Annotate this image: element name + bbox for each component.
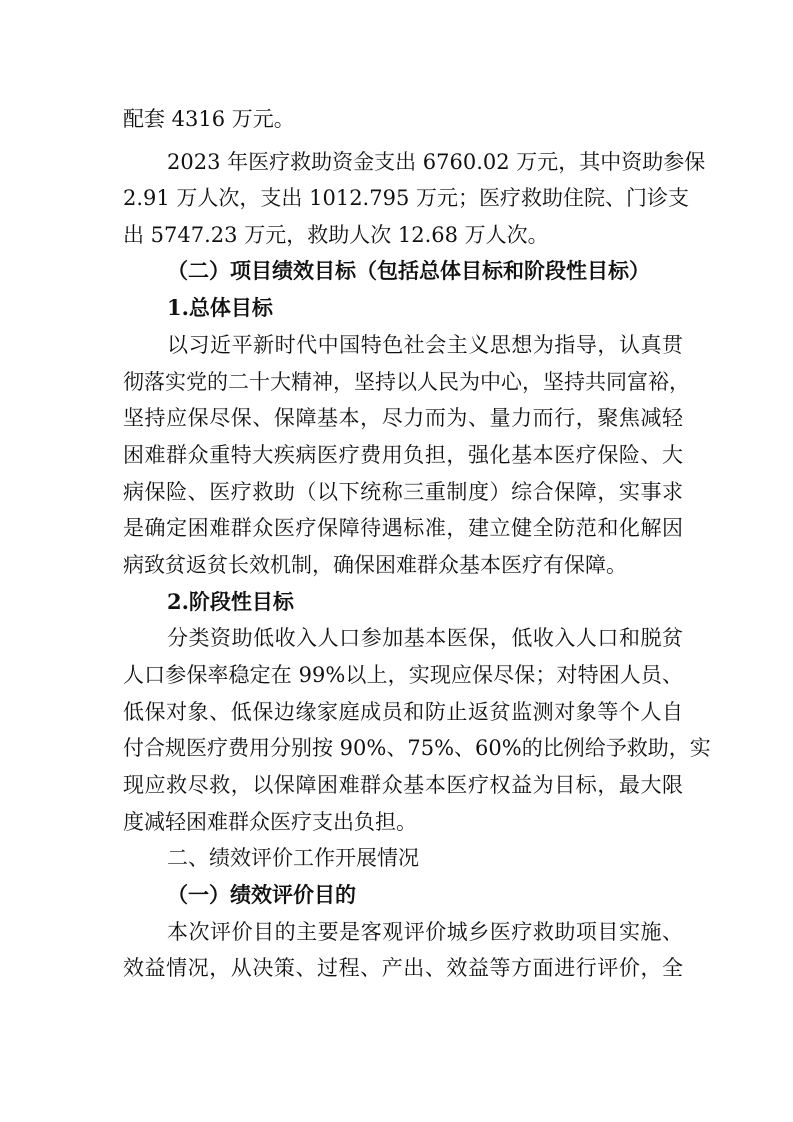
paragraph-line: 分类资助低收入人口参加基本医保，低收入人口和脱贫 xyxy=(167,626,683,650)
paragraph-line: 度减轻困难群众医疗支出负担。 xyxy=(123,810,417,834)
paragraph-line: 配套 4316 万元。 xyxy=(123,107,295,131)
paragraph-line: 出 5747.23 万元，救助人次 12.68 万人次。 xyxy=(123,223,549,247)
paragraph-line: 病保险、医疗救助（以下统称三重制度）综合保障，实事求 xyxy=(123,480,683,504)
paragraph-line: 病致贫返贫长效机制，确保困难群众基本医疗有保障。 xyxy=(123,553,627,577)
paragraph-line: 彻落实党的二十大精神，坚持以人民为中心，坚持共同富裕， xyxy=(123,370,690,394)
paragraph-line: 低保对象、低保边缘家庭成员和防止返贫监测对象等个人自 xyxy=(123,700,683,724)
section-heading: （二）项目绩效目标（包括总体目标和阶段性目标） xyxy=(167,258,650,283)
paragraph-line: 本次评价目的主要是客观评价城乡医疗救助项目实施、 xyxy=(167,920,683,944)
paragraph-line: 现应救尽救，以保障困难群众基本医疗权益为目标，最大限 xyxy=(123,773,683,797)
paragraph-line: 2.91 万人次，支出 1012.795 万元；医疗救助住院、门诊支 xyxy=(123,186,689,210)
paragraph-line: 坚持应保尽保、保障基本，尽力而为、量力而行，聚焦减轻 xyxy=(123,406,683,430)
subsection-heading: （一）绩效评价目的 xyxy=(167,882,356,907)
subsection-heading: 1.总体目标 xyxy=(167,295,273,320)
paragraph-line: 以习近平新时代中国特色社会主义思想为指导，认真贯 xyxy=(167,333,683,357)
subsection-heading: 2.阶段性目标 xyxy=(167,589,294,614)
paragraph-line: 2023 年医疗救助资金支出 6760.02 万元，其中资助参保 xyxy=(167,150,706,174)
section-heading: 二、绩效评价工作开展情况 xyxy=(167,846,419,870)
paragraph-line: 付合规医疗费用分别按 90%、75%、60%的比例给予救助，实 xyxy=(123,736,711,760)
paragraph-line: 困难群众重特大疾病医疗费用负担，强化基本医疗保险、大 xyxy=(123,443,683,467)
paragraph-line: 是确定困难群众医疗保障待遇标准，建立健全防范和化解因 xyxy=(123,516,683,540)
paragraph-line: 人口参保率稳定在 99%以上，实现应保尽保；对特困人员、 xyxy=(123,663,683,687)
paragraph-line: 效益情况，从决策、过程、产出、效益等方面进行评价，全 xyxy=(123,956,683,980)
